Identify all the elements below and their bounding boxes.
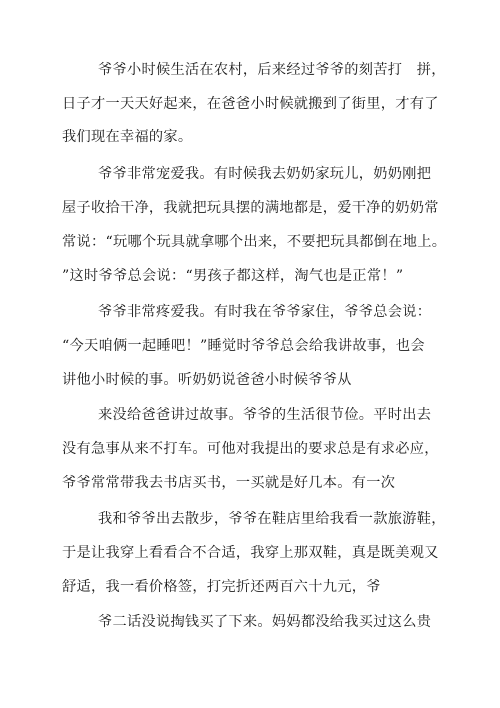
- text-line: 爷爷非常疼爱我。有时我在爷爷家住，爷爷总会说：: [98, 304, 432, 320]
- text-line: ”这时爷爷总会说：“男孩子都这样，淘气也是正常！”: [62, 268, 404, 284]
- text-line: 舒适，我一看价格签，打完折还两百六十九元，爷: [62, 579, 381, 595]
- text-line: 我和爷爷出去散步，爷爷在鞋店里给我看一款旅游鞋，: [98, 511, 446, 527]
- text-line: 日子才一天天好起来，在爸爸小时候就搬到了街里，才有了: [62, 96, 439, 112]
- text-line: 没有急事从来不打车。可他对我提出的要求总是有求必应，: [62, 441, 439, 457]
- text-line: 来没给爸爸讲过故事。爷爷的生活很节俭。平时出去: [98, 407, 432, 423]
- text-line: 爷二话没说掏钱买了下来。妈妈都没给我买过这么贵: [98, 614, 432, 630]
- text-line: 讲他小时候的事。听奶奶说爸爸小时候爷爷从: [62, 372, 352, 388]
- text-line: 我们现在幸福的家。: [62, 129, 193, 145]
- text-line: 爷爷常常带我去书店买书，一买就是好几本。有一次: [62, 475, 396, 491]
- text-line: 爷爷非常宠爱我。有时候我去奶奶家玩儿，奶奶刚把: [98, 166, 432, 182]
- text-line: 屋子收拾干净，我就把玩具摆的满地都是，爱干净的奶奶常: [62, 200, 439, 216]
- text-line: 常说：“玩哪个玩具就拿哪个出来，不要把玩具都倒在地上。: [62, 234, 447, 250]
- text-line: “今天咱俩一起睡吧！”睡觉时爷爷总会给我讲故事，也会: [62, 338, 425, 354]
- text-line: 爷爷小时候生活在农村，后来经过爷爷的刻苦打 拼，: [98, 62, 446, 78]
- text-line: 于是让我穿上看看合不合适，我穿上那双鞋，真是既美观又: [62, 545, 439, 561]
